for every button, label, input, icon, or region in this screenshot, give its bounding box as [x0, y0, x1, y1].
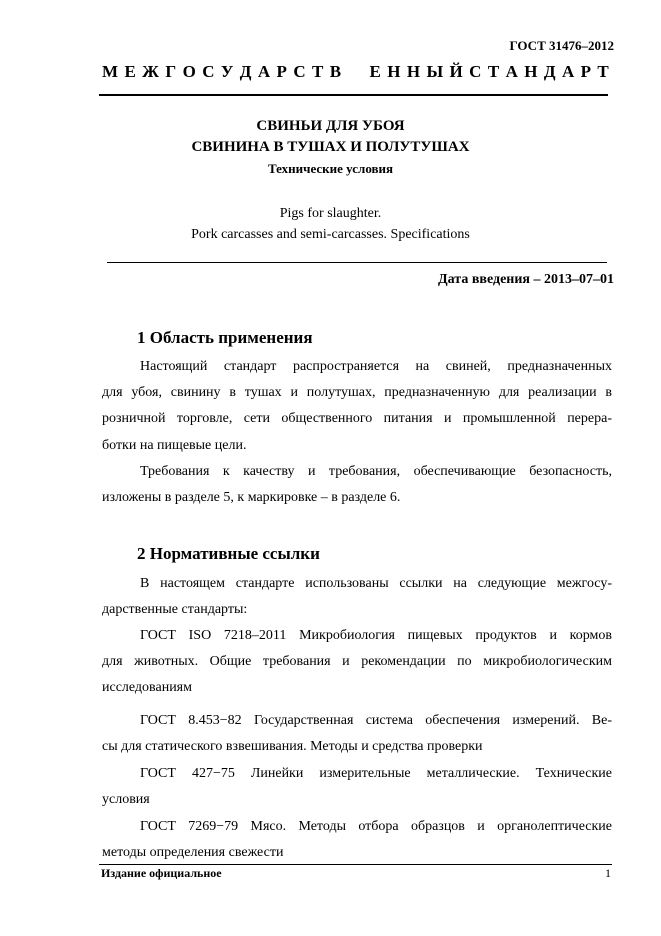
spaced-letter: С: [293, 62, 306, 81]
spaced-letter: Й: [449, 62, 463, 81]
spaced-letter: С: [202, 62, 215, 81]
document-code: ГОСТ 31476–2012: [509, 38, 614, 53]
english-title-line-2: Pork carcasses and semi-carcasses. Specifications: [191, 227, 470, 242]
spaced-letter: Т: [487, 62, 500, 81]
text-line: ГОСТ 427−75 Линейки измерительные металлические. Технические: [140, 766, 612, 781]
title-subtitle: Технические условия: [267, 161, 394, 176]
spaced-letter: Д: [239, 62, 252, 81]
official-edition-label: Издание официальное: [101, 866, 222, 880]
section-1-heading: 1 Область применения: [137, 328, 313, 347]
spaced-letter: У: [220, 62, 234, 81]
text-line: дарственные стандарты:: [102, 602, 248, 618]
spaced-letter: Р: [276, 62, 287, 81]
title-rule: [107, 262, 607, 263]
section-2-intro: [102, 571, 612, 623]
spaced-letter: Е: [124, 62, 136, 81]
introduction-date: Дата введения – 2013–07–01: [438, 272, 614, 287]
spaced-letter: Н: [524, 62, 538, 81]
text-line: методы определения свежести: [102, 845, 284, 861]
text-line: Настоящий стандарт распространяется на свиней, предназначенных: [140, 359, 612, 374]
title-line-1: СВИНЬИ ДЛЯ УБОЯ: [256, 118, 405, 134]
section-2-heading: 2 Нормативные ссылки: [137, 544, 320, 563]
page-number: 1: [605, 866, 611, 880]
reference-gost-7269: [102, 814, 612, 866]
text-line: исследованиям: [102, 680, 192, 696]
text-line: ГОСТ 8.453−82 Государственная система обеспечения измерений. Ве-: [140, 713, 612, 728]
section-1-paragraph-2: [102, 459, 612, 511]
header-rule: [99, 94, 608, 96]
spaced-letter: О: [182, 62, 196, 81]
english-title-line-1: Pigs for slaughter.: [279, 206, 382, 221]
text-line: изложены в разделе 5, к маркировке – в разделе 6.: [102, 490, 401, 506]
spaced-letter: А: [561, 62, 575, 81]
title-line-2: СВИНИНА В ТУШАХ И ПОЛУТУШАХ: [191, 139, 470, 155]
text-line: условия: [102, 792, 150, 808]
spaced-letter: Н: [406, 62, 421, 81]
section-1-paragraph-1: [102, 354, 612, 459]
text-line: розничной торговле, сети общественного питания и промышленной перера-: [102, 411, 612, 427]
spaced-letter: Е: [369, 62, 381, 81]
spaced-letter: Г: [165, 62, 177, 81]
footer-rule: [99, 864, 612, 865]
text-line: Требования к качеству и требования, обеспечивающие безопасность,: [140, 464, 612, 479]
spaced-letter: В: [329, 62, 342, 81]
text-line: ботки на пищевые цели.: [102, 437, 247, 453]
text-line: сы для статического взвешивания. Методы и средства проверки: [102, 739, 483, 755]
standard-kind-heading: [102, 62, 609, 82]
spaced-letter: Р: [580, 62, 592, 81]
spaced-letter: М: [102, 62, 119, 81]
spaced-letter: Т: [311, 62, 324, 81]
spaced-letter: Т: [597, 62, 609, 81]
spaced-letter: С: [469, 62, 482, 81]
reference-gost-427: [102, 761, 612, 813]
reference-iso-7218: [102, 623, 612, 702]
spaced-letter: Д: [543, 62, 556, 81]
spaced-letter: Ж: [142, 62, 159, 81]
text-line: для животных. Общие требования и рекомендации по микробиологическим: [102, 654, 612, 670]
spaced-letter: А: [505, 62, 518, 81]
reference-gost-8-453: [102, 708, 612, 760]
text-line: для убоя, свинину в тушах и полутушах, предназначенную для реализации в: [102, 385, 612, 401]
text-line: В настоящем стандарте использованы ссылки на следующие межгосу-: [140, 576, 612, 591]
spaced-letter: Ы: [426, 62, 444, 81]
spaced-letter: Н: [387, 62, 401, 81]
text-line: ГОСТ 7269−79 Мясо. Методы отбора образцов и органолептические: [140, 819, 612, 834]
spaced-letter: А: [257, 62, 271, 81]
text-line: ГОСТ ISO 7218–2011 Микробиология пищевых продуктов и кормов: [140, 628, 612, 643]
